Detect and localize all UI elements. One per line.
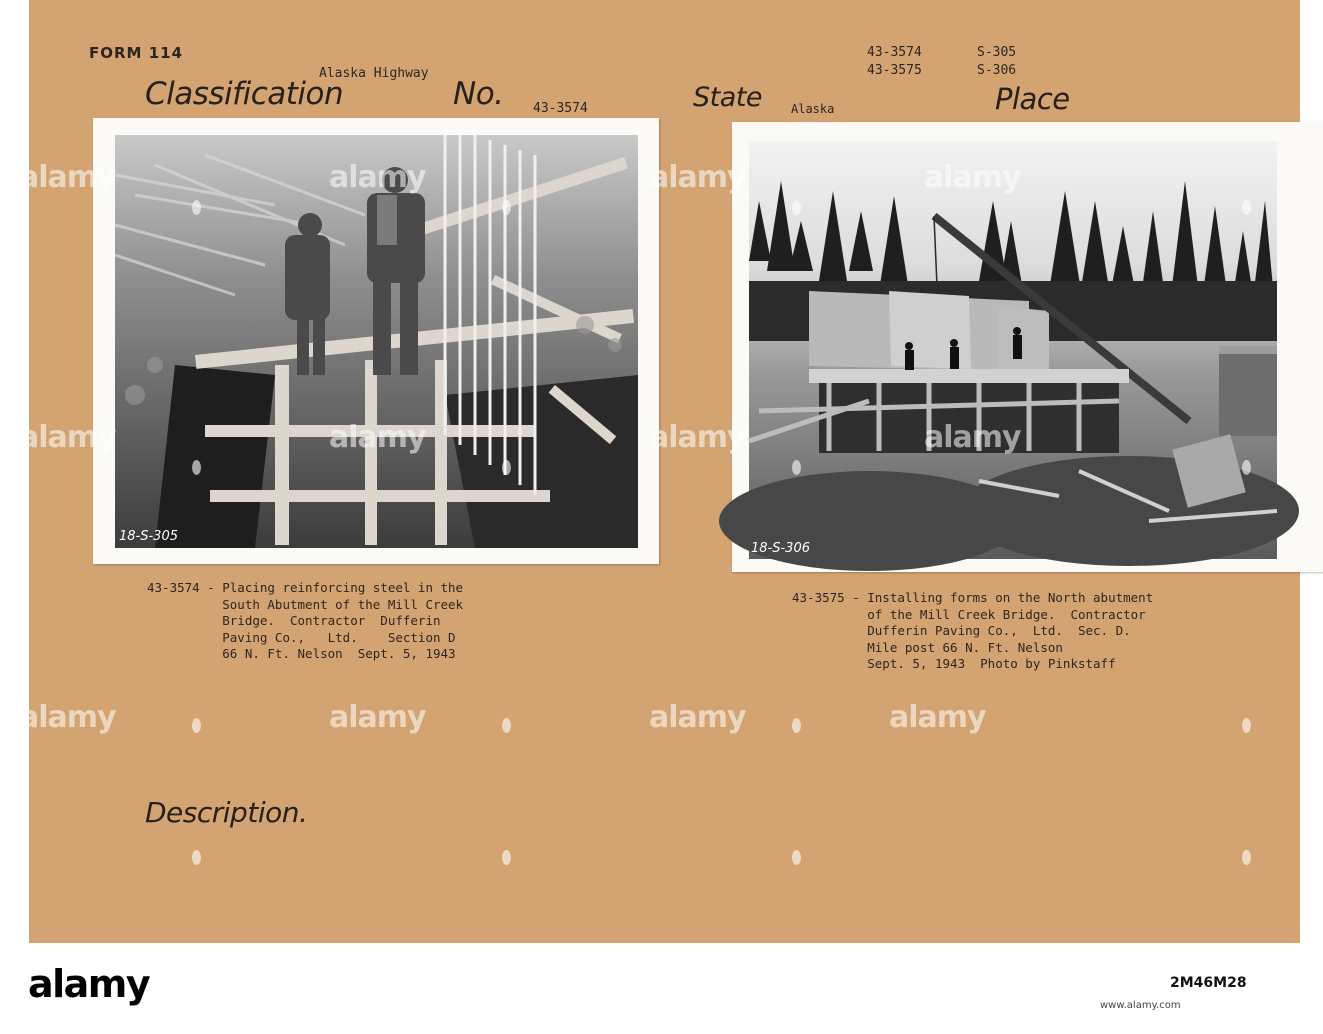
description-line: Dufferin Paving Co., Ltd. Sec. D. bbox=[792, 623, 1131, 638]
photo-code-right: 18-S-306 bbox=[751, 541, 810, 556]
photo-code-left: 18-S-305 bbox=[119, 529, 178, 544]
state-heading: State bbox=[693, 82, 762, 113]
watermark-dot bbox=[1242, 850, 1251, 865]
construction-photo-forms bbox=[749, 141, 1277, 559]
description-left bbox=[147, 580, 463, 663]
watermark-dot bbox=[792, 718, 801, 733]
watermark-dot bbox=[502, 460, 511, 475]
watermark-dot bbox=[192, 718, 201, 733]
image-id: 2M46M28 bbox=[1170, 975, 1247, 991]
watermark: alamy bbox=[649, 700, 746, 735]
watermark-dot bbox=[502, 850, 511, 865]
construction-photo-rebar bbox=[115, 135, 638, 548]
s-codes bbox=[977, 44, 1016, 80]
watermark: alamy bbox=[889, 700, 986, 735]
description-line: 66 N. Ft. Nelson Sept. 5, 1943 bbox=[147, 646, 456, 661]
state-value: Alaska bbox=[791, 102, 835, 116]
description-line: Bridge. Contractor Dufferin bbox=[147, 613, 441, 628]
watermark-dot bbox=[502, 718, 511, 733]
watermark-dot bbox=[1242, 200, 1251, 215]
watermark: alamy bbox=[924, 160, 1021, 195]
watermark: alamy bbox=[924, 420, 1021, 455]
description-line: 43-3574 - Placing reinforcing steel in the bbox=[147, 580, 464, 595]
bottom-banner bbox=[0, 943, 1300, 1034]
description-line: Paving Co., Ltd. Section D bbox=[147, 629, 456, 645]
classification-heading: Classification bbox=[145, 76, 344, 112]
numbers-right bbox=[867, 44, 922, 80]
s-code-2: S-306 bbox=[977, 63, 1017, 78]
photo-right bbox=[749, 141, 1277, 559]
watermark: alamy bbox=[329, 700, 426, 735]
description-line: 43-3575 - Installing forms on the North abutment bbox=[792, 590, 1154, 605]
description-line: Sept. 5, 1943 Photo by Pinkstaff bbox=[792, 656, 1116, 671]
watermark: alamy bbox=[329, 160, 426, 195]
watermark-dot bbox=[792, 460, 801, 475]
site-url[interactable]: www.alamy.com bbox=[1100, 1000, 1181, 1011]
alamy-logo[interactable]: alamy bbox=[28, 962, 150, 1006]
watermark-dot bbox=[192, 850, 201, 865]
classification-value: Alaska Highway bbox=[319, 66, 429, 81]
number-heading: No. bbox=[453, 76, 504, 112]
description-heading: Description. bbox=[145, 796, 308, 829]
watermark-dot bbox=[192, 200, 201, 215]
s-code-1: S-305 bbox=[977, 45, 1017, 60]
watermark-dot bbox=[1242, 718, 1251, 733]
description-right bbox=[792, 590, 1153, 673]
form-label: FORM 114 bbox=[89, 44, 184, 62]
photo-mount-right bbox=[732, 122, 1323, 572]
watermark: alamy bbox=[19, 700, 116, 735]
watermark: alamy bbox=[649, 420, 746, 455]
watermark: alamy bbox=[329, 420, 426, 455]
watermark-dot bbox=[502, 200, 511, 215]
description-line: Mile post 66 N. Ft. Nelson bbox=[792, 639, 1063, 655]
photo-left bbox=[115, 135, 638, 548]
watermark-dot bbox=[192, 460, 201, 475]
record-card bbox=[19, 0, 1300, 943]
number-right-1: 43-3574 bbox=[867, 45, 922, 60]
number-right-2: 43-3575 bbox=[867, 63, 922, 78]
watermark-dot bbox=[792, 200, 801, 215]
watermark-dot bbox=[1242, 460, 1251, 475]
watermark: alamy bbox=[649, 160, 746, 195]
description-line: of the Mill Creek Bridge. Contractor bbox=[792, 606, 1146, 622]
place-heading: Place bbox=[995, 82, 1070, 116]
watermark-dot bbox=[792, 850, 801, 865]
description-line: South Abutment of the Mill Creek bbox=[147, 596, 464, 612]
watermark: alamy bbox=[19, 420, 116, 455]
number-left-1: 43-3574 bbox=[533, 101, 588, 116]
watermark: alamy bbox=[19, 160, 116, 195]
